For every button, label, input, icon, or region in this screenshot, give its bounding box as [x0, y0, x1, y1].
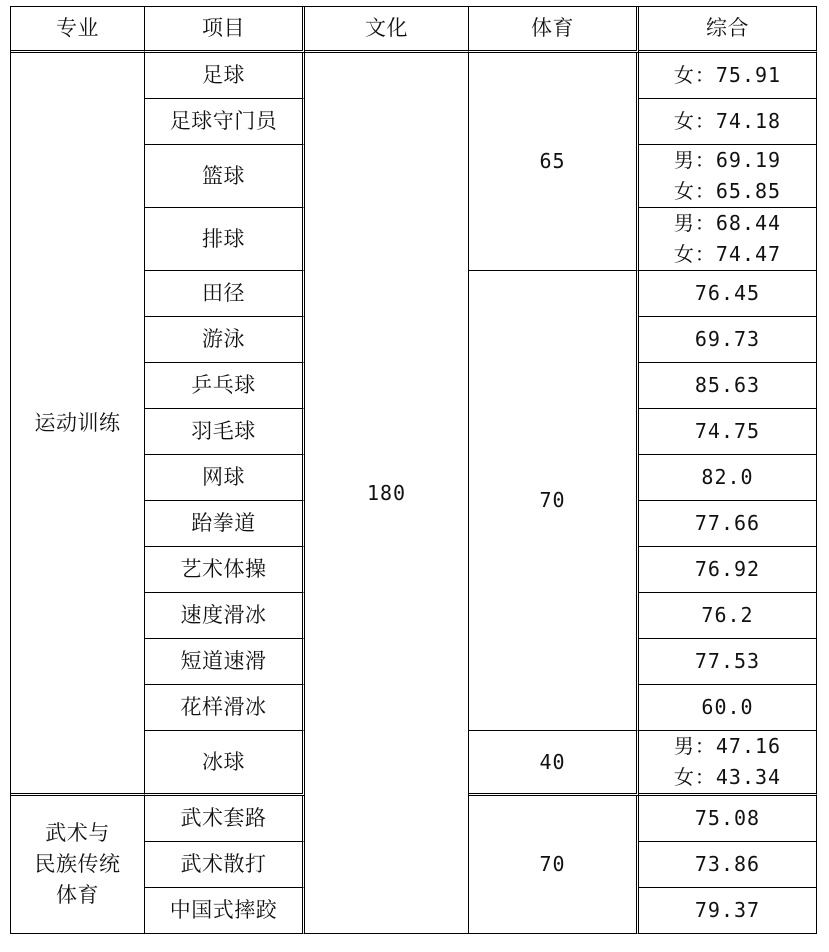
item-cell: 速度滑冰: [145, 593, 305, 639]
major-wushu-line1: 武术与: [45, 821, 110, 845]
major-wushu-line3: 体育: [56, 883, 99, 907]
total-value: 76.92: [694, 557, 761, 581]
total-value-male: 男：68.44: [673, 211, 782, 235]
item-cell: 花样滑冰: [145, 685, 305, 731]
header-pe: 体育: [469, 7, 639, 53]
total-cell: [639, 271, 817, 317]
total-value-male: 男：47.16: [673, 734, 782, 758]
total-value: 75.08: [694, 806, 761, 830]
total-cell: [639, 796, 817, 842]
culture-score-cell: 180: [305, 53, 469, 934]
header-major: 专业: [11, 7, 145, 53]
total-value: 76.2: [701, 603, 754, 627]
item-cell: 网球: [145, 455, 305, 501]
item-cell: 篮球: [145, 145, 305, 208]
total-cell: [639, 685, 817, 731]
major-sports-training: 运动训练: [11, 53, 145, 796]
major-wushu: [11, 796, 145, 934]
total-cell: [639, 547, 817, 593]
total-value: 69.73: [694, 327, 761, 351]
total-cell: [639, 593, 817, 639]
total-value: 77.66: [694, 511, 761, 535]
item-cell: 乒乓球: [145, 363, 305, 409]
total-value: 60.0: [701, 695, 754, 719]
item-cell: 冰球: [145, 731, 305, 796]
item-cell: 武术散打: [145, 842, 305, 888]
total-value-female: 女：74.47: [673, 242, 782, 266]
total-cell: [639, 842, 817, 888]
total-value: 82.0: [701, 465, 754, 489]
item-cell: 足球: [145, 53, 305, 99]
header-culture: 文化: [305, 7, 469, 53]
item-cell: 足球守门员: [145, 99, 305, 145]
total-cell: [639, 145, 817, 208]
total-value: 73.86: [694, 852, 761, 876]
total-value-female: 女：43.34: [673, 765, 782, 789]
total-cell: [639, 99, 817, 145]
pe-score-group1: 65: [469, 53, 639, 271]
total-cell: [639, 455, 817, 501]
item-cell: 武术套路: [145, 796, 305, 842]
header-total: 综合: [639, 7, 817, 53]
item-cell: 艺术体操: [145, 547, 305, 593]
total-cell: [639, 317, 817, 363]
item-cell: 游泳: [145, 317, 305, 363]
total-cell: [639, 888, 817, 934]
total-value: 85.63: [694, 373, 761, 397]
item-cell: 排球: [145, 208, 305, 271]
total-cell: [639, 363, 817, 409]
total-value-male: 男：69.19: [673, 148, 782, 172]
pe-score-group4: 70: [469, 796, 639, 934]
item-cell: 短道速滑: [145, 639, 305, 685]
item-cell: 跆拳道: [145, 501, 305, 547]
total-value: 74.75: [694, 419, 761, 443]
total-value: 79.37: [694, 898, 761, 922]
total-value: 女：75.91: [673, 63, 782, 87]
total-cell: [639, 639, 817, 685]
pe-score-group3: 40: [469, 731, 639, 796]
item-cell: 田径: [145, 271, 305, 317]
total-value: 女：74.18: [673, 109, 782, 133]
total-value-female: 女：65.85: [673, 179, 782, 203]
total-cell: [639, 53, 817, 99]
total-cell: [639, 501, 817, 547]
total-cell: [639, 731, 817, 796]
total-cell: [639, 208, 817, 271]
total-value: 76.45: [694, 281, 761, 305]
total-value: 77.53: [694, 649, 761, 673]
total-cell: [639, 409, 817, 455]
item-cell: 中国式摔跤: [145, 888, 305, 934]
header-item: 项目: [145, 7, 305, 53]
item-cell: 羽毛球: [145, 409, 305, 455]
score-table: [10, 6, 817, 934]
pe-score-group2: 70: [469, 271, 639, 731]
major-wushu-line2: 民族传统: [34, 852, 121, 876]
